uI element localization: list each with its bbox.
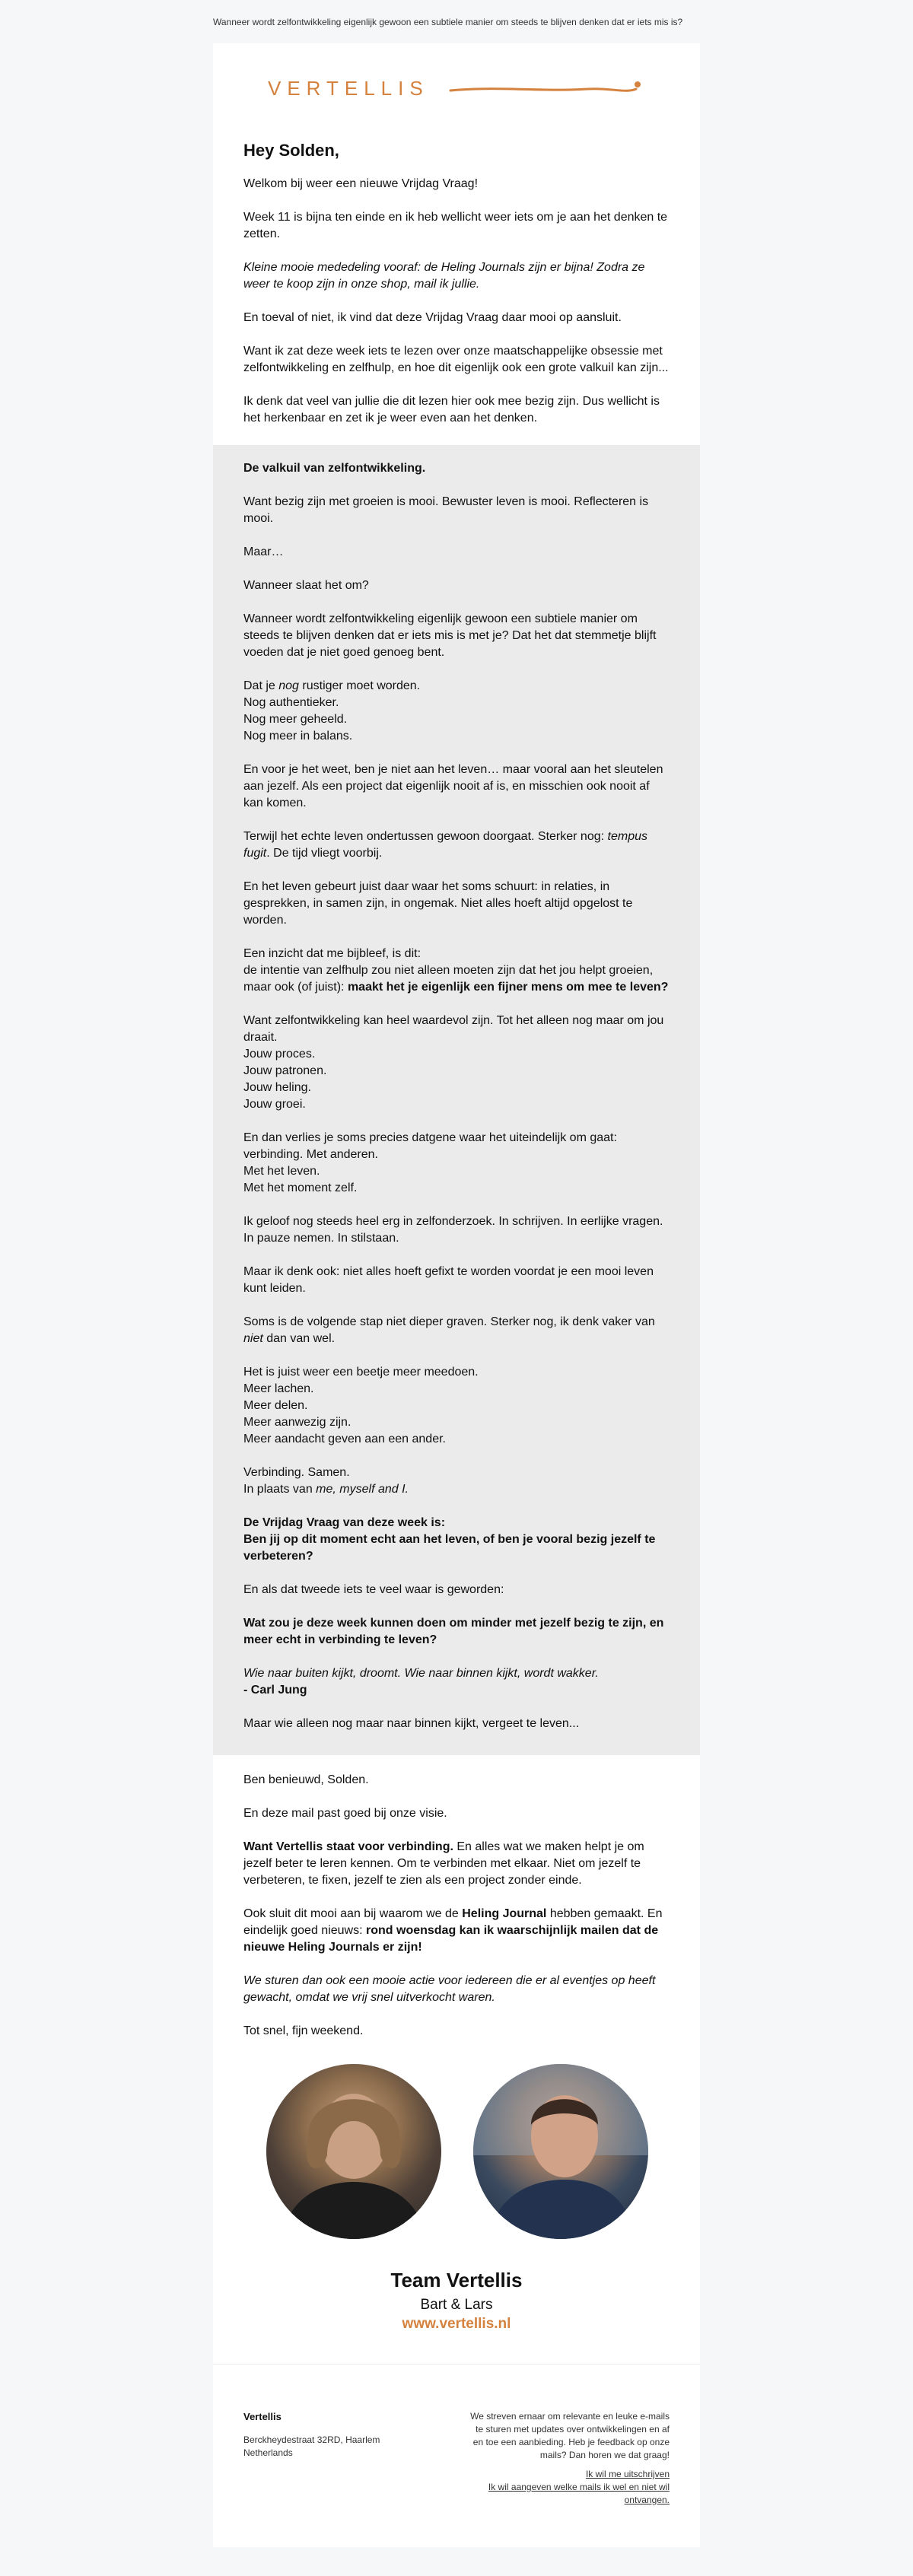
- week-text: Week 11 is bijna ten einde en ik heb wellicht weer iets om je aan het denken te zetten.: [243, 211, 668, 240]
- outro-paragraph: Tot snel, fijn weekend.: [243, 2024, 364, 2037]
- text: rustiger moet worden.: [298, 679, 421, 692]
- essay-paragraph: En voor je het weet, ben je niet aan het leven… maar vooral aan het sleutelen aan jezelf. Als een project dat eigenlijk nooit af is, en misschien ook nooit af kan komen.: [243, 763, 663, 809]
- essay-paragraph: [243, 1130, 670, 1197]
- footer-company: Vertellis: [243, 2411, 282, 2422]
- text: Meer aanwezig zijn.: [243, 1416, 352, 1429]
- essay-paragraph: [243, 1013, 670, 1113]
- avatar-lars: [473, 2064, 648, 2239]
- outro-paragraph: Ben benieuwd, Solden.: [243, 1773, 369, 1786]
- footer-address-line: Netherlands: [243, 2447, 293, 2458]
- follow-up-question: Wat zou je deze week kunnen doen om minder met jezelf bezig te zijn, en meer echt in verbinding te leven?: [243, 1617, 664, 1646]
- intro-paragraph: Want ik zat deze week iets te lezen over onze maatschappelijke obsessie met zelfontwikkeling en zelfhulp, en hoe dit eigenlijk ook een grote valkuil kan zijn...: [243, 345, 669, 374]
- outro-paragraph: [243, 1906, 670, 1956]
- text: Soms is de volgende stap niet dieper graven. Sterker nog, ik denk vaker van: [243, 1315, 655, 1328]
- footer-blurb: We streven ernaar om relevante en leuke e-mails te sturen met updates over ontwikkelingen en af en toe een aanbieding. Heb je feedback op onze mails? Dan horen we dat graag!: [470, 2411, 670, 2460]
- announcement-text: Kleine mooie mededeling vooraf: de Heling Journals zijn er bijna! Zodra ze weer te koop zijn in onze shop, mail ik jullie.: [243, 261, 645, 291]
- essay-paragraph: Ik geloof nog steeds heel erg in zelfonderzoek. In schrijven. In eerlijke vragen. In pauze nemen. In stilstaan.: [243, 1215, 663, 1245]
- text: Nog authentieker.: [243, 696, 339, 709]
- essay-paragraph: [243, 678, 670, 745]
- essay-paragraph: Wanneer wordt zelfontwikkeling eigenlijk gewoon een subtiele manier om steeds te blijven denken dat er iets mis is met je? Dat het dat stemmetje blijft voeden dat je niet goed genoeg bent.: [243, 612, 657, 659]
- email-preheader: Wanneer wordt zelfontwikkeling eigenlijk gewoon een subtiele manier om steeds te blijven denken dat er iets mis is?: [213, 17, 683, 27]
- text: Verbinding. Samen.: [243, 1466, 350, 1479]
- essay-paragraph: [243, 828, 670, 862]
- preferences-link[interactable]: Ik wil aangeven welke mails ik wel en niet wil ontvangen.: [488, 2482, 670, 2505]
- footer-address-line: Berckheydestraat 32RD, Haarlem: [243, 2434, 380, 2445]
- email-footer: [213, 2365, 700, 2547]
- website-link[interactable]: www.vertellis.nl: [402, 2316, 511, 2332]
- outro-paragraph: We sturen dan ook een mooie actie voor iedereen die er al eventjes op heeft gewacht, omdat we vrij snel uitverkocht waren.: [243, 1974, 656, 2004]
- intro-section: [213, 127, 700, 427]
- essay-paragraph: [243, 1465, 670, 1498]
- text: . De tijd vliegt voorbij.: [266, 847, 383, 860]
- essay-paragraph: [243, 1364, 670, 1448]
- text: Jouw heling.: [243, 1081, 311, 1094]
- text: Meer delen.: [243, 1399, 308, 1412]
- team-names: Bart & Lars: [420, 2297, 493, 2313]
- brand-logo: [213, 43, 700, 127]
- text: Meer aandacht geven aan een ander.: [243, 1433, 446, 1445]
- text: Ook sluit dit mooi aan bij waarom we de: [243, 1907, 463, 1920]
- team-title: Team Vertellis: [390, 2269, 523, 2291]
- essay-paragraph: Maar…: [243, 545, 284, 558]
- intro-paragraph: En toeval of niet, ik vind dat deze Vrijdag Vraag daar mooi op aansluit.: [243, 311, 622, 324]
- outro-paragraph: En deze mail past goed bij onze visie.: [243, 1807, 447, 1820]
- text: de intentie van zelfhulp zou niet alleen moeten zijn dat het jou helpt groeien, maar ook (of juist):: [243, 964, 654, 994]
- essay-paragraph: Maar wie alleen nog maar naar binnen kijkt, vergeet te leven...: [243, 1717, 580, 1730]
- text: nog: [278, 679, 299, 692]
- essay-paragraph: En als dat tweede iets te veel waar is geworden:: [243, 1583, 504, 1596]
- text: En dan verlies je soms precies datgene waar het uiteindelijk om gaat:: [243, 1131, 617, 1144]
- outro-paragraph: [243, 1839, 670, 1889]
- intro-paragraph: Ik denk dat veel van jullie die dit lezen hier ook mee bezig zijn. Dus wellicht is het herkenbaar en zet ik je weer even aan het denken.: [243, 395, 660, 425]
- svg-text:VERTELLIS: VERTELLIS: [268, 77, 429, 100]
- essay-section: [213, 445, 700, 1755]
- text: Nog meer geheeld.: [243, 713, 348, 726]
- unsubscribe-link[interactable]: Ik wil me uitschrijven: [585, 2469, 670, 2479]
- text: Het is juist weer een beetje meer meedoen.: [243, 1366, 479, 1379]
- team-signature: [213, 2262, 700, 2364]
- text: Jouw patronen.: [243, 1064, 327, 1077]
- quote-block: [243, 1665, 670, 1699]
- quote-text: Wie naar buiten kijkt, droomt. Wie naar binnen kijkt, wordt wakker.: [243, 1667, 599, 1680]
- text: dan van wel.: [262, 1332, 336, 1345]
- greeting: Hey Solden,: [243, 141, 339, 160]
- portrait-icon: [473, 2064, 648, 2239]
- text: Een inzicht dat me bijbleef, is dit:: [243, 947, 422, 960]
- footer-links: [464, 2468, 670, 2507]
- essay-paragraph: En het leven gebeurt juist daar waar het soms schuurt: in relaties, in gesprekken, in samen zijn, in ongemak. Niet alles hoeft altijd opgelost te worden.: [243, 880, 633, 927]
- essay-paragraph: Maar ik denk ook: niet alles hoeft gefixt te worden voordat je een mooi leven kunt leiden.: [243, 1265, 654, 1295]
- text: Dat je: [243, 679, 279, 692]
- essay-title: De valkuil van zelfontwikkeling.: [243, 462, 426, 475]
- text: Nog meer in balans.: [243, 730, 353, 743]
- essay-paragraph: [243, 946, 670, 996]
- text: Jouw proces.: [243, 1048, 316, 1061]
- text: En alles wat we maken helpt je om jezelf beter te leren kennen. Om te verbinden met elkaar. Niet om jezelf te verbeteren, te fixen, jezelf te zien als een project zonder einde.: [243, 1840, 644, 1887]
- text: Jouw groei.: [243, 1098, 306, 1111]
- email-card: [213, 43, 700, 2547]
- text: me, myself and I.: [316, 1483, 409, 1496]
- question-label: De Vrijdag Vraag van deze week is:: [243, 1516, 446, 1529]
- team-photos: [213, 2064, 700, 2262]
- text: Met het leven.: [243, 1165, 320, 1178]
- text: Want zelfontwikkeling kan heel waardevol zijn. Tot het alleen nog maar om jou draait.: [243, 1014, 664, 1044]
- footer-info: [464, 2410, 670, 2507]
- text: niet: [243, 1332, 263, 1345]
- weekly-question: [243, 1515, 670, 1565]
- text: hebben gemaakt. En eindelijk goed nieuws:: [243, 1907, 663, 1937]
- portrait-icon: [266, 2064, 441, 2239]
- welcome-text: Welkom bij weer een nieuwe Vrijdag Vraag!: [243, 177, 479, 190]
- text: Terwijl het echte leven ondertussen gewoon doorgaat. Sterker nog:: [243, 830, 608, 843]
- outro-section: [213, 1755, 700, 2064]
- quote-author: - Carl Jung: [243, 1684, 307, 1697]
- text: maakt het je eigenlijk een fijner mens om mee te leven?: [347, 981, 669, 994]
- text: verbinding. Met anderen.: [243, 1148, 378, 1161]
- text: rond woensdag kan ik waarschijnlijk mailen dat de nieuwe Heling Journals er zijn!: [243, 1924, 659, 1954]
- essay-paragraph: [243, 1314, 670, 1347]
- question-text: Ben jij op dit moment echt aan het leven, of ben je vooral bezig jezelf te verbeteren?: [243, 1533, 656, 1563]
- text: tempus fugit: [243, 830, 647, 860]
- text: Met het moment zelf.: [243, 1181, 358, 1194]
- text: In plaats van: [243, 1483, 317, 1496]
- vertellis-logo-icon: [268, 74, 645, 104]
- essay-paragraph: Want bezig zijn met groeien is mooi. Bewuster leven is mooi. Reflecteren is mooi.: [243, 495, 649, 525]
- text: Meer lachen.: [243, 1382, 314, 1395]
- avatar-bart: [266, 2064, 441, 2239]
- essay-paragraph: Wanneer slaat het om?: [243, 579, 369, 592]
- footer-address: [243, 2410, 418, 2460]
- text: Heling Journal: [462, 1907, 547, 1920]
- text: Want Vertellis staat voor verbinding.: [243, 1840, 453, 1853]
